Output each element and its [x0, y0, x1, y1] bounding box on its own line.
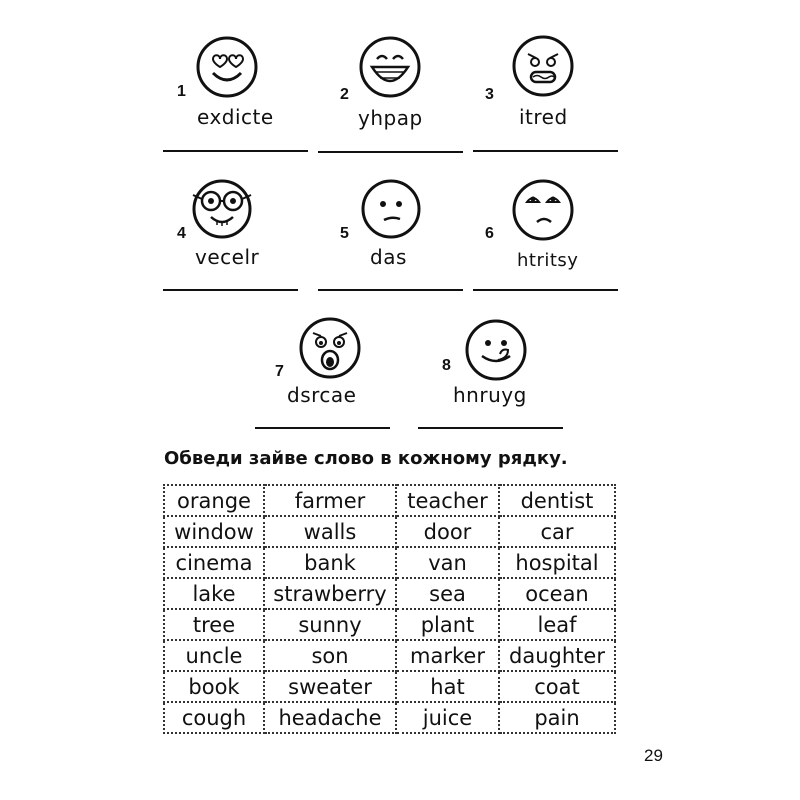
- word-cell[interactable]: juice: [396, 702, 499, 733]
- item-number: 8: [442, 357, 451, 374]
- scrambled-word: vecelr: [195, 245, 260, 269]
- scrambled-word: itred: [519, 105, 568, 129]
- word-cell[interactable]: plant: [396, 609, 499, 640]
- word-cell[interactable]: sunny: [264, 609, 396, 640]
- table-row: [164, 640, 615, 671]
- word-cell[interactable]: van: [396, 547, 499, 578]
- exercise-item-1: [163, 30, 313, 160]
- word-cell[interactable]: hat: [396, 671, 499, 702]
- scared-face-icon: [297, 315, 363, 381]
- item-number: 5: [340, 225, 349, 242]
- word-cell[interactable]: bank: [264, 547, 396, 578]
- answer-line[interactable]: [163, 150, 308, 152]
- table-row: [164, 609, 615, 640]
- word-cell[interactable]: strawberry: [264, 578, 396, 609]
- answer-line[interactable]: [418, 427, 563, 429]
- word-cell[interactable]: daughter: [499, 640, 615, 671]
- exercise-item-6: [473, 170, 623, 300]
- heart-eyes-face-icon: [195, 35, 259, 99]
- word-cell[interactable]: sweater: [264, 671, 396, 702]
- scrambled-word: exdicte: [197, 105, 274, 129]
- table-row: [164, 547, 615, 578]
- grinning-face-icon: [358, 35, 422, 99]
- word-cell[interactable]: teacher: [396, 485, 499, 516]
- word-cell[interactable]: sea: [396, 578, 499, 609]
- table-row: [164, 671, 615, 702]
- table-row: [164, 485, 615, 516]
- scrambled-word: htritsy: [517, 250, 579, 271]
- exercise-item-2: [318, 30, 468, 160]
- item-number: 1: [177, 83, 186, 100]
- item-number: 3: [485, 86, 494, 103]
- answer-line[interactable]: [473, 150, 618, 152]
- answer-line[interactable]: [318, 151, 463, 153]
- scrambled-word: dsrcae: [287, 383, 357, 407]
- odd-one-out-instruction: Обведи зайве слово в кожному рядку.: [164, 448, 568, 469]
- page-number: 29: [644, 746, 663, 765]
- word-cell[interactable]: window: [164, 516, 264, 547]
- item-number: 2: [340, 86, 349, 103]
- thirsty-face-icon: [511, 178, 575, 242]
- word-cell[interactable]: hospital: [499, 547, 615, 578]
- tired-face-icon: [511, 34, 575, 98]
- word-cell[interactable]: son: [264, 640, 396, 671]
- exercise-item-5: [318, 170, 468, 300]
- word-cell[interactable]: marker: [396, 640, 499, 671]
- nerd-glasses-face-icon: [189, 175, 255, 241]
- answer-line[interactable]: [318, 289, 463, 291]
- hungry-tongue-face-icon: [464, 318, 528, 382]
- answer-line[interactable]: [473, 289, 618, 291]
- scrambled-word: yhpap: [358, 106, 423, 130]
- sad-face-icon: [360, 178, 422, 240]
- word-cell[interactable]: cinema: [164, 547, 264, 578]
- word-cell[interactable]: ocean: [499, 578, 615, 609]
- word-cell[interactable]: pain: [499, 702, 615, 733]
- scrambled-word: das: [370, 245, 407, 269]
- scrambled-word: hnruyg: [453, 383, 527, 407]
- word-cell[interactable]: uncle: [164, 640, 264, 671]
- word-cell[interactable]: tree: [164, 609, 264, 640]
- word-cell[interactable]: coat: [499, 671, 615, 702]
- word-cell[interactable]: orange: [164, 485, 264, 516]
- word-cell[interactable]: lake: [164, 578, 264, 609]
- word-cell[interactable]: car: [499, 516, 615, 547]
- odd-one-out-table: [163, 484, 616, 734]
- word-cell[interactable]: book: [164, 671, 264, 702]
- answer-line[interactable]: [255, 427, 390, 429]
- exercise-item-4: [163, 170, 313, 300]
- item-number: 6: [485, 225, 494, 242]
- word-cell[interactable]: dentist: [499, 485, 615, 516]
- exercise-item-7: [255, 310, 405, 440]
- table-row: [164, 578, 615, 609]
- word-cell[interactable]: cough: [164, 702, 264, 733]
- table-row: [164, 516, 615, 547]
- word-cell[interactable]: door: [396, 516, 499, 547]
- exercise-item-3: [473, 30, 623, 160]
- word-cell[interactable]: headache: [264, 702, 396, 733]
- item-number: 4: [177, 225, 186, 242]
- word-cell[interactable]: walls: [264, 516, 396, 547]
- answer-line[interactable]: [163, 289, 298, 291]
- word-cell[interactable]: farmer: [264, 485, 396, 516]
- item-number: 7: [275, 363, 284, 380]
- table-row: [164, 702, 615, 733]
- exercise-item-8: [418, 310, 568, 440]
- word-cell[interactable]: leaf: [499, 609, 615, 640]
